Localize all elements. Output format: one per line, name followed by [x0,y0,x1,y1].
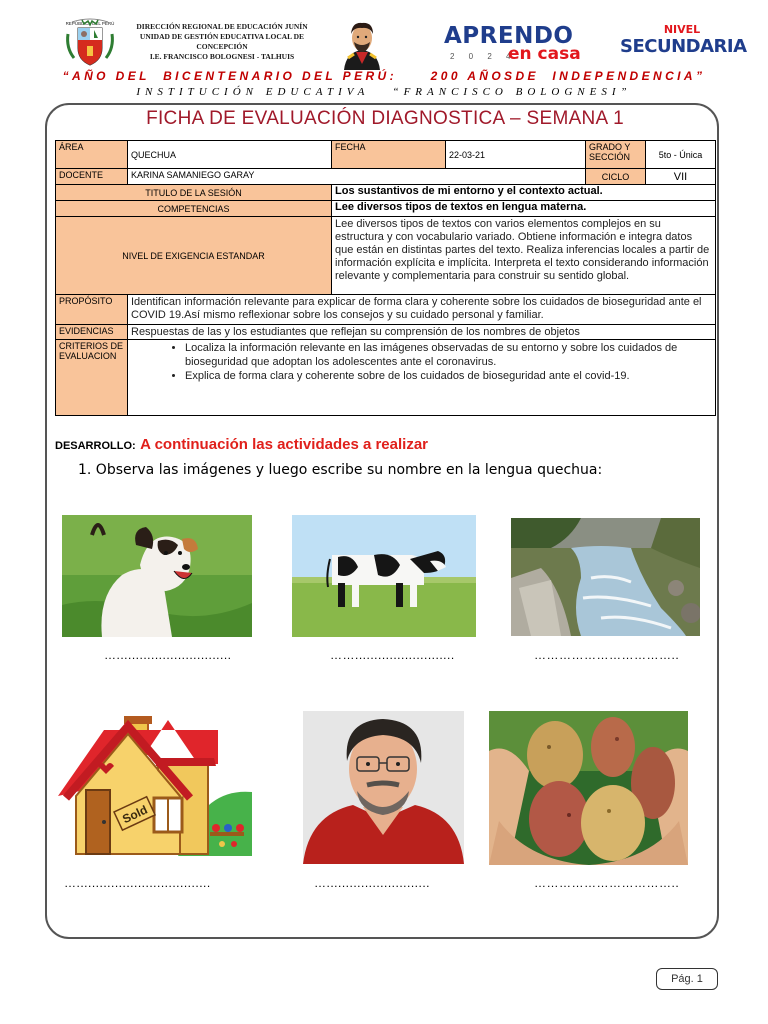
house-image [58,716,252,864]
session-info-table [55,140,716,416]
bolognesi-portrait [340,18,384,70]
org-line-3: CONCEPCIÓN [196,42,248,51]
competencias-label: COMPETENCIAS [56,201,332,217]
nivel-secundaria-logo [620,23,747,58]
desarrollo-text: A continuación las actividades a realizar [140,436,429,453]
grado-value: 5to - Única [646,141,716,169]
en-casa-text: en casa [508,44,581,64]
docente-label: DOCENTE [56,169,128,185]
aprendo-dots: 2 0 2 4 [450,52,517,61]
criterios-cell [128,340,716,416]
dog-image [62,515,252,637]
org-line-4: I.E. FRANCISCO BOLOGNESI - TALHUIS [149,52,295,61]
competencias-value: Lee diversos tipos de textos en lengua materna. [332,201,716,217]
answer-line-3: …………………………….. [534,648,680,662]
answer-line-4: …................................... [64,876,211,890]
institution-name: INSTITUCIÓN EDUCATIVA “FRANCISCO BOLOGNESI” [136,86,632,98]
fecha-value: 22-03-21 [446,141,586,169]
proposito-value: Identifican información relevante para explicar de forma clara y coherente sobre los cuidados de bioseguridad ante el COVID 19.Así mismo reflexionar sobre los consejos y su cuidado personal y familiar. [128,295,716,325]
answer-line-1: ….............................. [104,648,232,662]
svg-text:REPÚBLICA DEL PERÚ: REPÚBLICA DEL PERÚ [65,21,115,26]
criterio-item: • Explica de forma clara y coherente sobre de los cuidados de bioseguridad ante el covid-19. [185,369,712,383]
org-line-2: UNIDAD DE GESTIÓN EDUCATIVA LOCAL DE [139,32,305,41]
criterios-list [131,341,712,383]
proposito-label: PROPÓSITO [56,295,128,325]
area-label: ÁREA [56,141,128,169]
question-1: 1. Observa las imágenes y luego escribe su nombre en la lengua quechua: [78,462,603,478]
titulo-label: TITULO DE LA SESIÓN [56,185,332,201]
institution-header [124,22,320,62]
page-title: FICHA DE EVALUACIÓN DIAGNOSTICA – SEMANA 1 [146,108,624,129]
ciclo-value: VII [646,169,716,185]
potatoes-image [489,711,688,865]
nivel-text: NIVEL [663,23,701,36]
criterios-label: CRITERIOS DE EVALUACION [56,340,128,416]
aprendo-text: APRENDO [444,23,574,49]
nivel-exigencia-label: NIVEL DE EXIGENCIA ESTANDAR [56,217,332,295]
ciclo-label: CICLO [586,169,646,185]
area-value: QUECHUA [128,141,332,169]
desarrollo-label: DESARROLLO: [55,440,136,452]
grado-label: GRADO Y SECCIÓN [586,141,646,169]
answer-line-5: …........................... [314,876,431,890]
docente-value: KARINA SAMANIEGO GARAY [128,169,586,185]
answer-line-6: …………………………….. [534,876,680,890]
titulo-value: Los sustantivos de mi entorno y el contexto actual. [332,185,716,201]
evidencias-value: Respuestas de las y los estudiantes que reflejan su comprensión de los nombres de objetos [128,325,716,340]
criterio-item: • Localiza la información relevante en las imágenes observadas de su entorno y sobre los cuidados de bioseguridad que adoptan los adolescentes ante el coronavirus. [185,341,712,369]
secundaria-text: SECUNDARIA [620,36,747,57]
fecha-label: FECHA [332,141,446,169]
cow-image [292,515,476,637]
year-motto: “AÑO DEL BICENTENARIO DEL PERÚ: 200 AÑOSDE INDEPENDENCIA” [62,69,706,83]
sold-sign-text: Sold [120,802,150,827]
evidencias-label: EVIDENCIAS [56,325,128,340]
man-portrait-image [303,711,464,864]
river-image [511,518,700,636]
org-line-1: DIRECCIÓN REGIONAL DE EDUCACIÓN JUNÍN [136,22,308,31]
aprendo-en-casa-logo [444,24,610,68]
page-number: Pág. 1 [656,968,718,990]
desarrollo-heading [55,436,655,454]
answer-line-2: …….......................... [330,648,455,662]
nivel-exigencia-value: Lee diversos tipos de textos con varios elementos complejos en su estructura y con vocabulario variado. Obtiene información e integra datos que están en distintas partes del texto. Realiza inferencias locales a partir de información explícita e implícita. Interpreta el texto considerando información relevante y complementaria para construir su sentido global. [332,217,716,295]
peru-shield-logo [64,18,116,70]
